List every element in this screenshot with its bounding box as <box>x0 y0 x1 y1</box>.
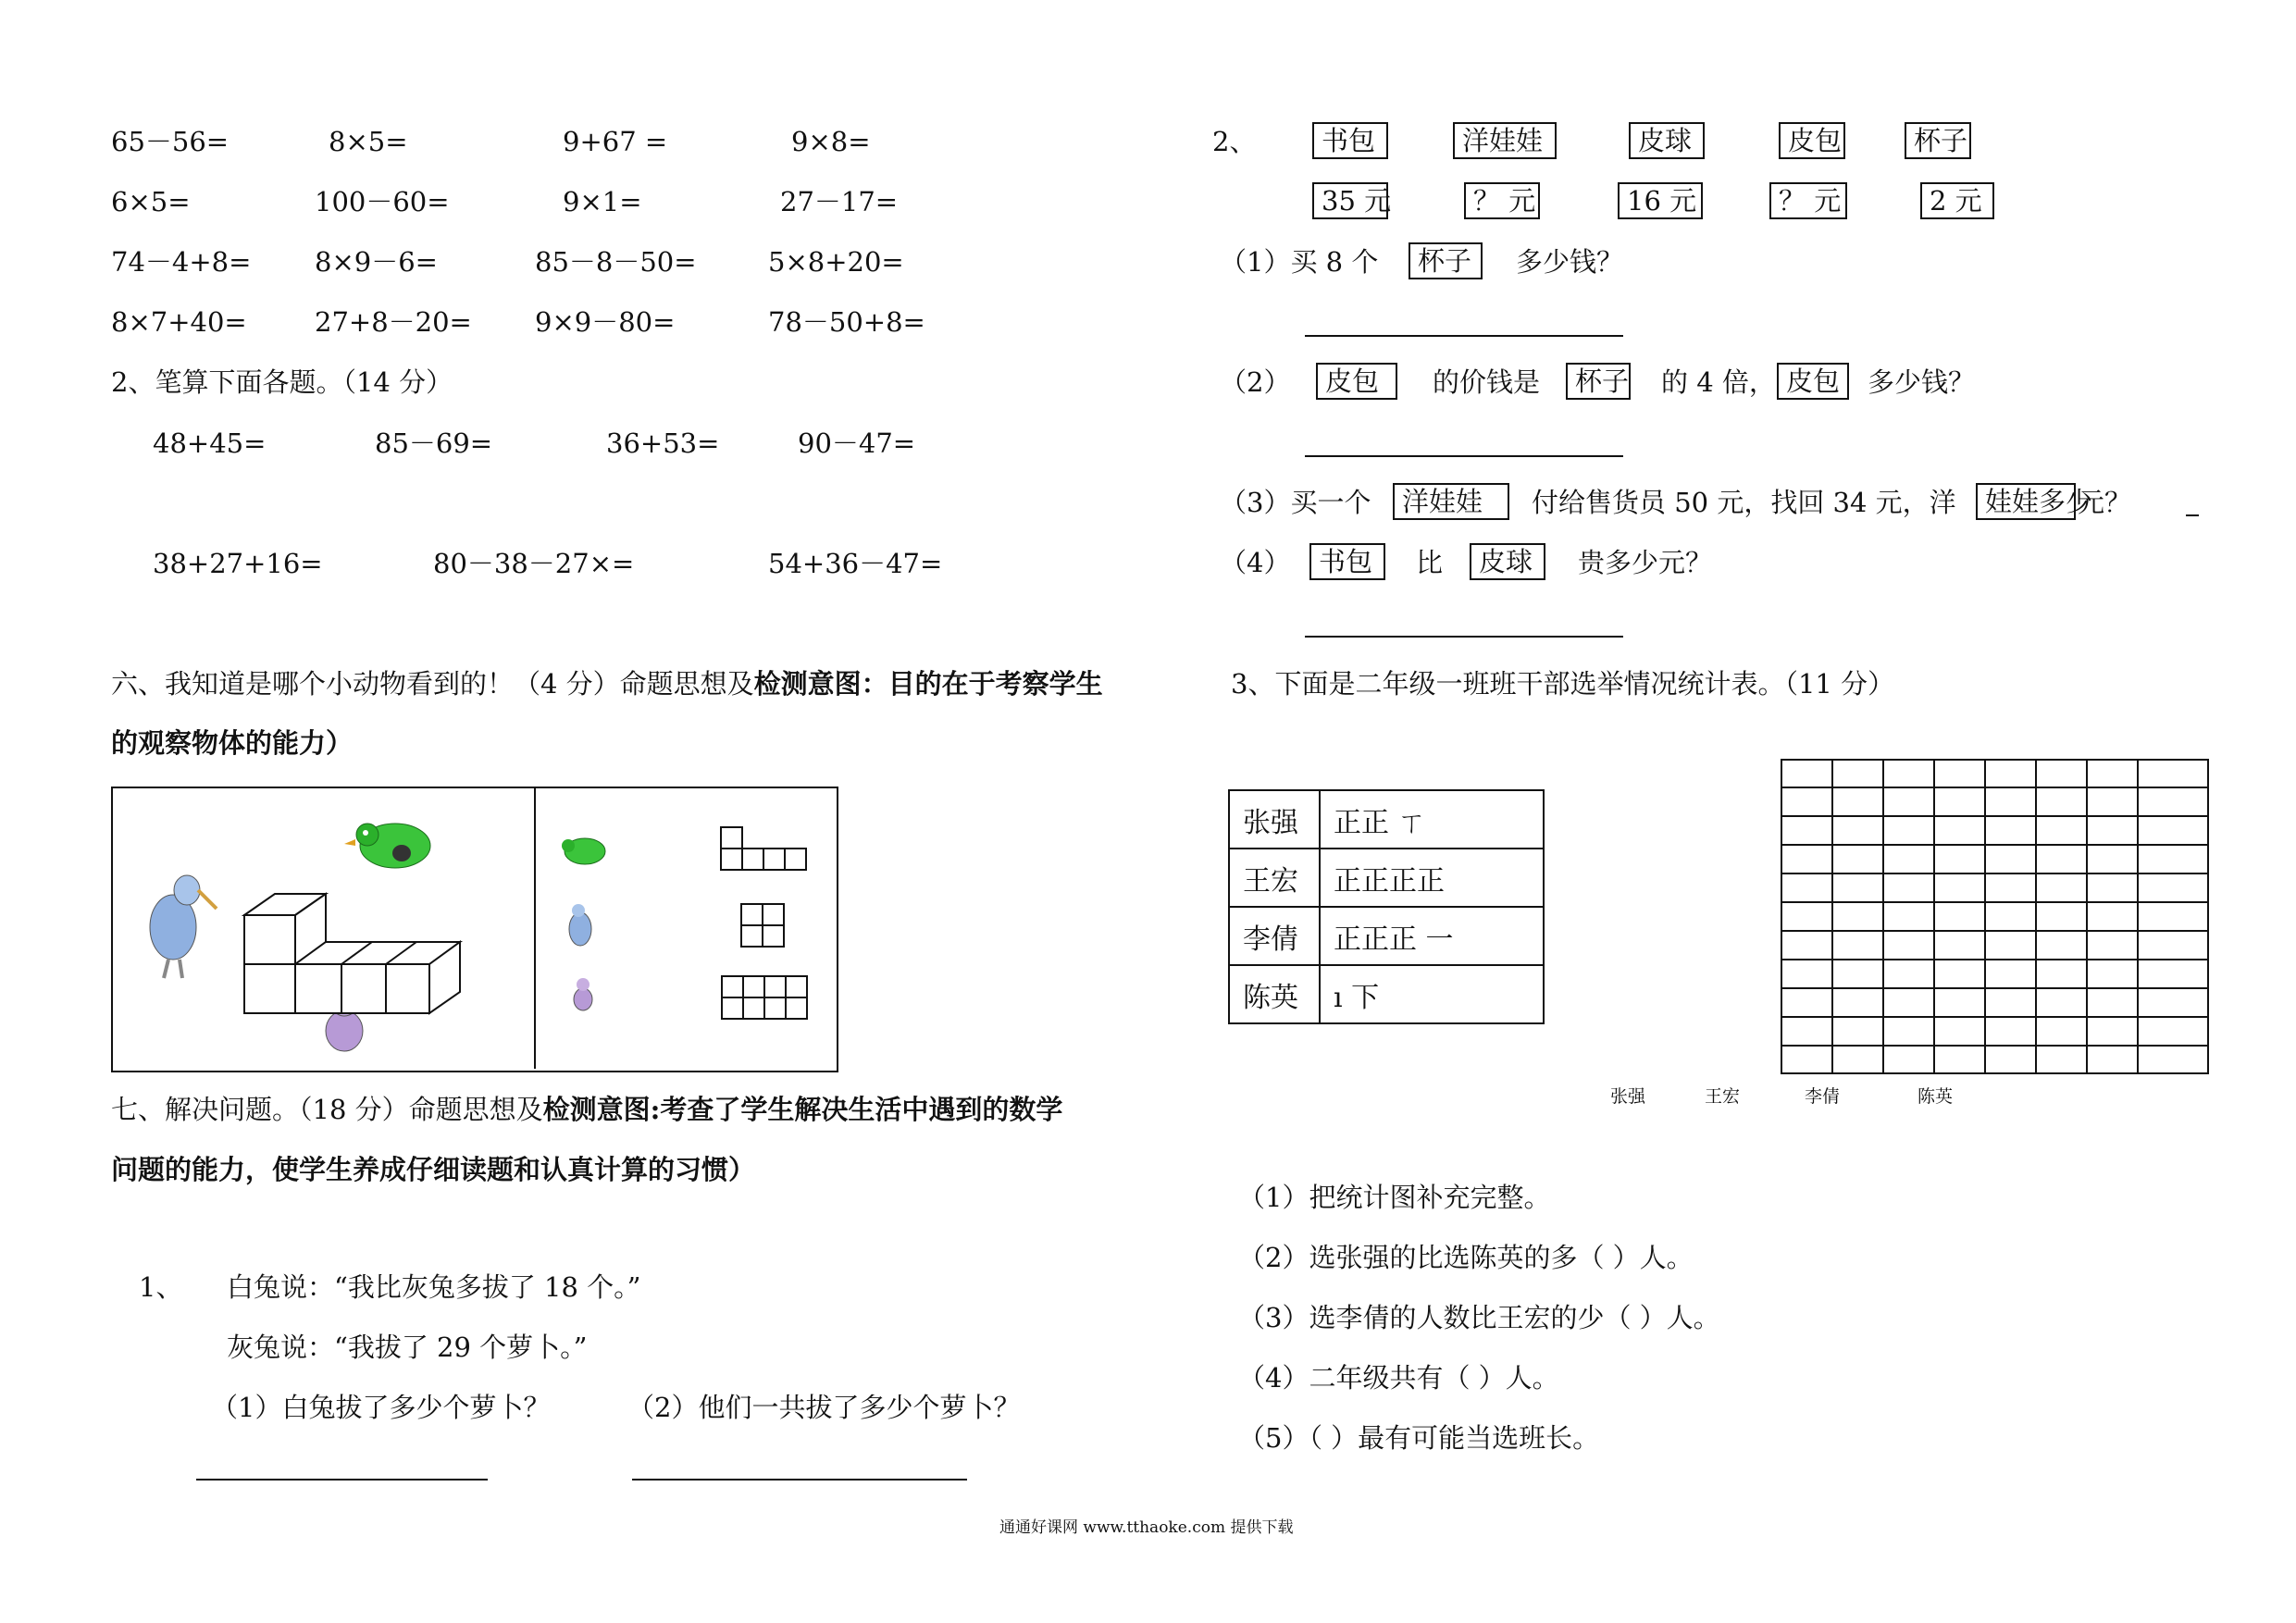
oral-item: 65－56= <box>111 126 230 157</box>
footer-credit: 通通好课网 www.tthaoke.com 提供下载 <box>999 1518 1294 1537</box>
q3-sub: （4）二年级共有（ ）人。 <box>1238 1362 1559 1394</box>
tally-marks: 正正正正 <box>1320 849 1544 907</box>
written-item: 38+27+16= <box>153 548 323 579</box>
answer-line[interactable] <box>1305 636 1623 638</box>
parrot-top-icon <box>344 824 430 868</box>
tally-name: 李倩 <box>1229 907 1320 965</box>
written-item: 80－38－27×= <box>433 548 635 579</box>
q2-p2-text: 的价钱是 <box>1433 366 1541 398</box>
written-item: 36+53= <box>606 427 720 459</box>
item-box: 皮球 <box>1470 543 1545 580</box>
section6-text-line2: 的观察物体的能力） <box>111 727 354 759</box>
section7-text: 七、解决问题。（18 分）命题思想及 <box>111 1094 543 1125</box>
oral-item: 9×9－80= <box>535 306 676 338</box>
answer-line[interactable] <box>1305 335 1623 337</box>
q2-p3-text: 付给售货员 50 元，找回 34 元，洋 <box>1532 487 1956 518</box>
parrot-small-icon <box>562 838 605 864</box>
q2-p4-text: （4） <box>1220 547 1291 578</box>
item-box: 书包 <box>1309 543 1385 580</box>
oral-item: 27+8－20= <box>315 306 472 338</box>
section7-text-line2: 问题的能力，使学生养成仔细读题和认真计算的习惯） <box>111 1154 756 1185</box>
observation-figure <box>111 787 838 1072</box>
blank-stat-grid[interactable] <box>1781 759 2210 1075</box>
tally-name: 张强 <box>1229 790 1320 849</box>
q2-p2-text: 的 4 倍， <box>1661 366 1776 398</box>
oral-item: 6×5= <box>111 186 191 217</box>
item-box: 洋娃娃 <box>1393 483 1509 520</box>
answer-line[interactable] <box>632 1479 967 1481</box>
section7-heading <box>111 1096 1062 1123</box>
item-box: 皮球 <box>1629 122 1705 159</box>
answer-line[interactable] <box>1305 455 1623 457</box>
section6-heading <box>111 668 1103 700</box>
section7-intent: 检测意图:考查了学生解决生活中遇到的数学 <box>542 1094 1063 1125</box>
q2-p4-text: 比 <box>1416 547 1444 578</box>
item-box: 书包 <box>1312 122 1388 159</box>
oral-item: 74－4+8= <box>111 246 252 278</box>
price-box: ？ 元 <box>1464 182 1540 219</box>
cube-stack-icon <box>244 894 460 1013</box>
oral-item: 8×9－6= <box>315 246 438 278</box>
answer-line[interactable] <box>2186 514 2199 516</box>
bird-left-icon <box>150 875 217 978</box>
axis-label: 李倩 <box>1805 1086 1841 1107</box>
oral-item: 8×5= <box>329 126 408 157</box>
item-box: 杯子 <box>1409 242 1483 279</box>
written-calc-title: 2、笔算下面各题。（14 分） <box>111 366 453 398</box>
q3-sub: （1）把统计图补充完整。 <box>1238 1182 1551 1213</box>
price-box: 2 元 <box>1920 182 1994 219</box>
tally-name: 王宏 <box>1229 849 1320 907</box>
axis-label: 陈英 <box>1917 1086 1954 1107</box>
view-c-icon <box>722 976 807 1019</box>
item-box: 杯子 <box>1905 122 1971 159</box>
table-row <box>1229 965 1544 1023</box>
view-b-icon <box>741 904 784 947</box>
q2-p1-text: （1）买 8 个 <box>1220 246 1379 278</box>
price-box: ？ 元 <box>1769 182 1847 219</box>
view-a-icon <box>721 827 806 870</box>
oral-item: 9+67 = <box>563 126 668 157</box>
q2-p1-text: 多少钱？ <box>1516 246 1624 278</box>
item-box: 洋娃娃 <box>1453 122 1557 159</box>
tally-marks: ı 下 <box>1320 965 1544 1023</box>
table-row <box>1229 907 1544 965</box>
oral-item: 78－50+8= <box>768 306 925 338</box>
cube-scene-image <box>113 788 835 1069</box>
item-box: 皮包 <box>1316 363 1397 400</box>
section6-text: 六、我知道是哪个小动物看到的！（4 分）命题思想及 <box>111 668 754 700</box>
tally-table <box>1228 789 1545 1024</box>
written-item: 48+45= <box>153 427 267 459</box>
q2-p2-text: （2） <box>1220 366 1291 398</box>
oral-item: 9×8= <box>791 126 871 157</box>
view-options <box>721 827 807 1019</box>
oral-item: 9×1= <box>563 186 642 217</box>
q1-sub1: （1）白兔拔了多少个萝卜？ <box>211 1392 551 1423</box>
tally-marks: 正正 ㄒ <box>1320 790 1544 849</box>
answer-line[interactable] <box>196 1479 488 1481</box>
oral-item: 5×8+20= <box>768 246 904 278</box>
tally-name: 陈英 <box>1229 965 1320 1023</box>
bird-small-icon <box>569 904 591 946</box>
q1-number: 1、 <box>139 1271 183 1303</box>
q2-p4-text: 贵多少元？ <box>1578 547 1713 578</box>
table-row <box>1229 790 1544 849</box>
price-box: 16 元 <box>1618 182 1703 219</box>
price-box: 35 元 <box>1312 182 1388 219</box>
written-item: 85－69= <box>375 427 493 459</box>
item-box: 杯子 <box>1566 363 1631 400</box>
tally-marks: 正正正 一 <box>1320 907 1544 965</box>
q3-sub: （5）（ ）最有可能当选班长。 <box>1238 1422 1600 1454</box>
section6-intent: 检测意图：目的在于考察学生 <box>753 668 1103 700</box>
q1-line2: 灰兔说：“我拔了 29 个萝卜。” <box>227 1332 588 1363</box>
item-box: 皮包 <box>1777 363 1849 400</box>
q1-sub2: （2）他们一共拔了多少个萝卜？ <box>627 1392 1021 1423</box>
written-item: 90－47= <box>798 427 916 459</box>
item-box: 娃娃多少 <box>1976 483 2076 520</box>
axis-label: 王宏 <box>1705 1086 1741 1107</box>
oral-item: 8×7+40= <box>111 306 247 338</box>
q2-number: 2、 <box>1212 126 1257 157</box>
written-item: 54+36－47= <box>768 548 943 579</box>
q2-p3-text: 元？ <box>2078 487 2132 518</box>
rabbit-small-icon <box>574 978 592 1010</box>
q2-p2-text: 多少钱？ <box>1868 366 1976 398</box>
q2-p3-text: （3）买一个 <box>1220 487 1371 518</box>
q3-sub: （3）选李倩的人数比王宏的少（ ）人。 <box>1238 1302 1720 1333</box>
q1-line1: 白兔说：“我比灰兔多拔了 18 个。” <box>227 1271 641 1303</box>
item-box: 皮包 <box>1779 122 1845 159</box>
axis-label: 张强 <box>1610 1086 1646 1107</box>
oral-item: 100－60= <box>315 186 450 217</box>
oral-item: 85－8－50= <box>535 246 697 278</box>
q3-sub: （2）选张强的比选陈英的多（ ）人。 <box>1238 1242 1694 1273</box>
oral-item: 27－17= <box>780 186 899 217</box>
q3-title: 3、下面是二年级一班班干部选举情况统计表。（11 分） <box>1231 668 1895 700</box>
table-row <box>1229 849 1544 907</box>
